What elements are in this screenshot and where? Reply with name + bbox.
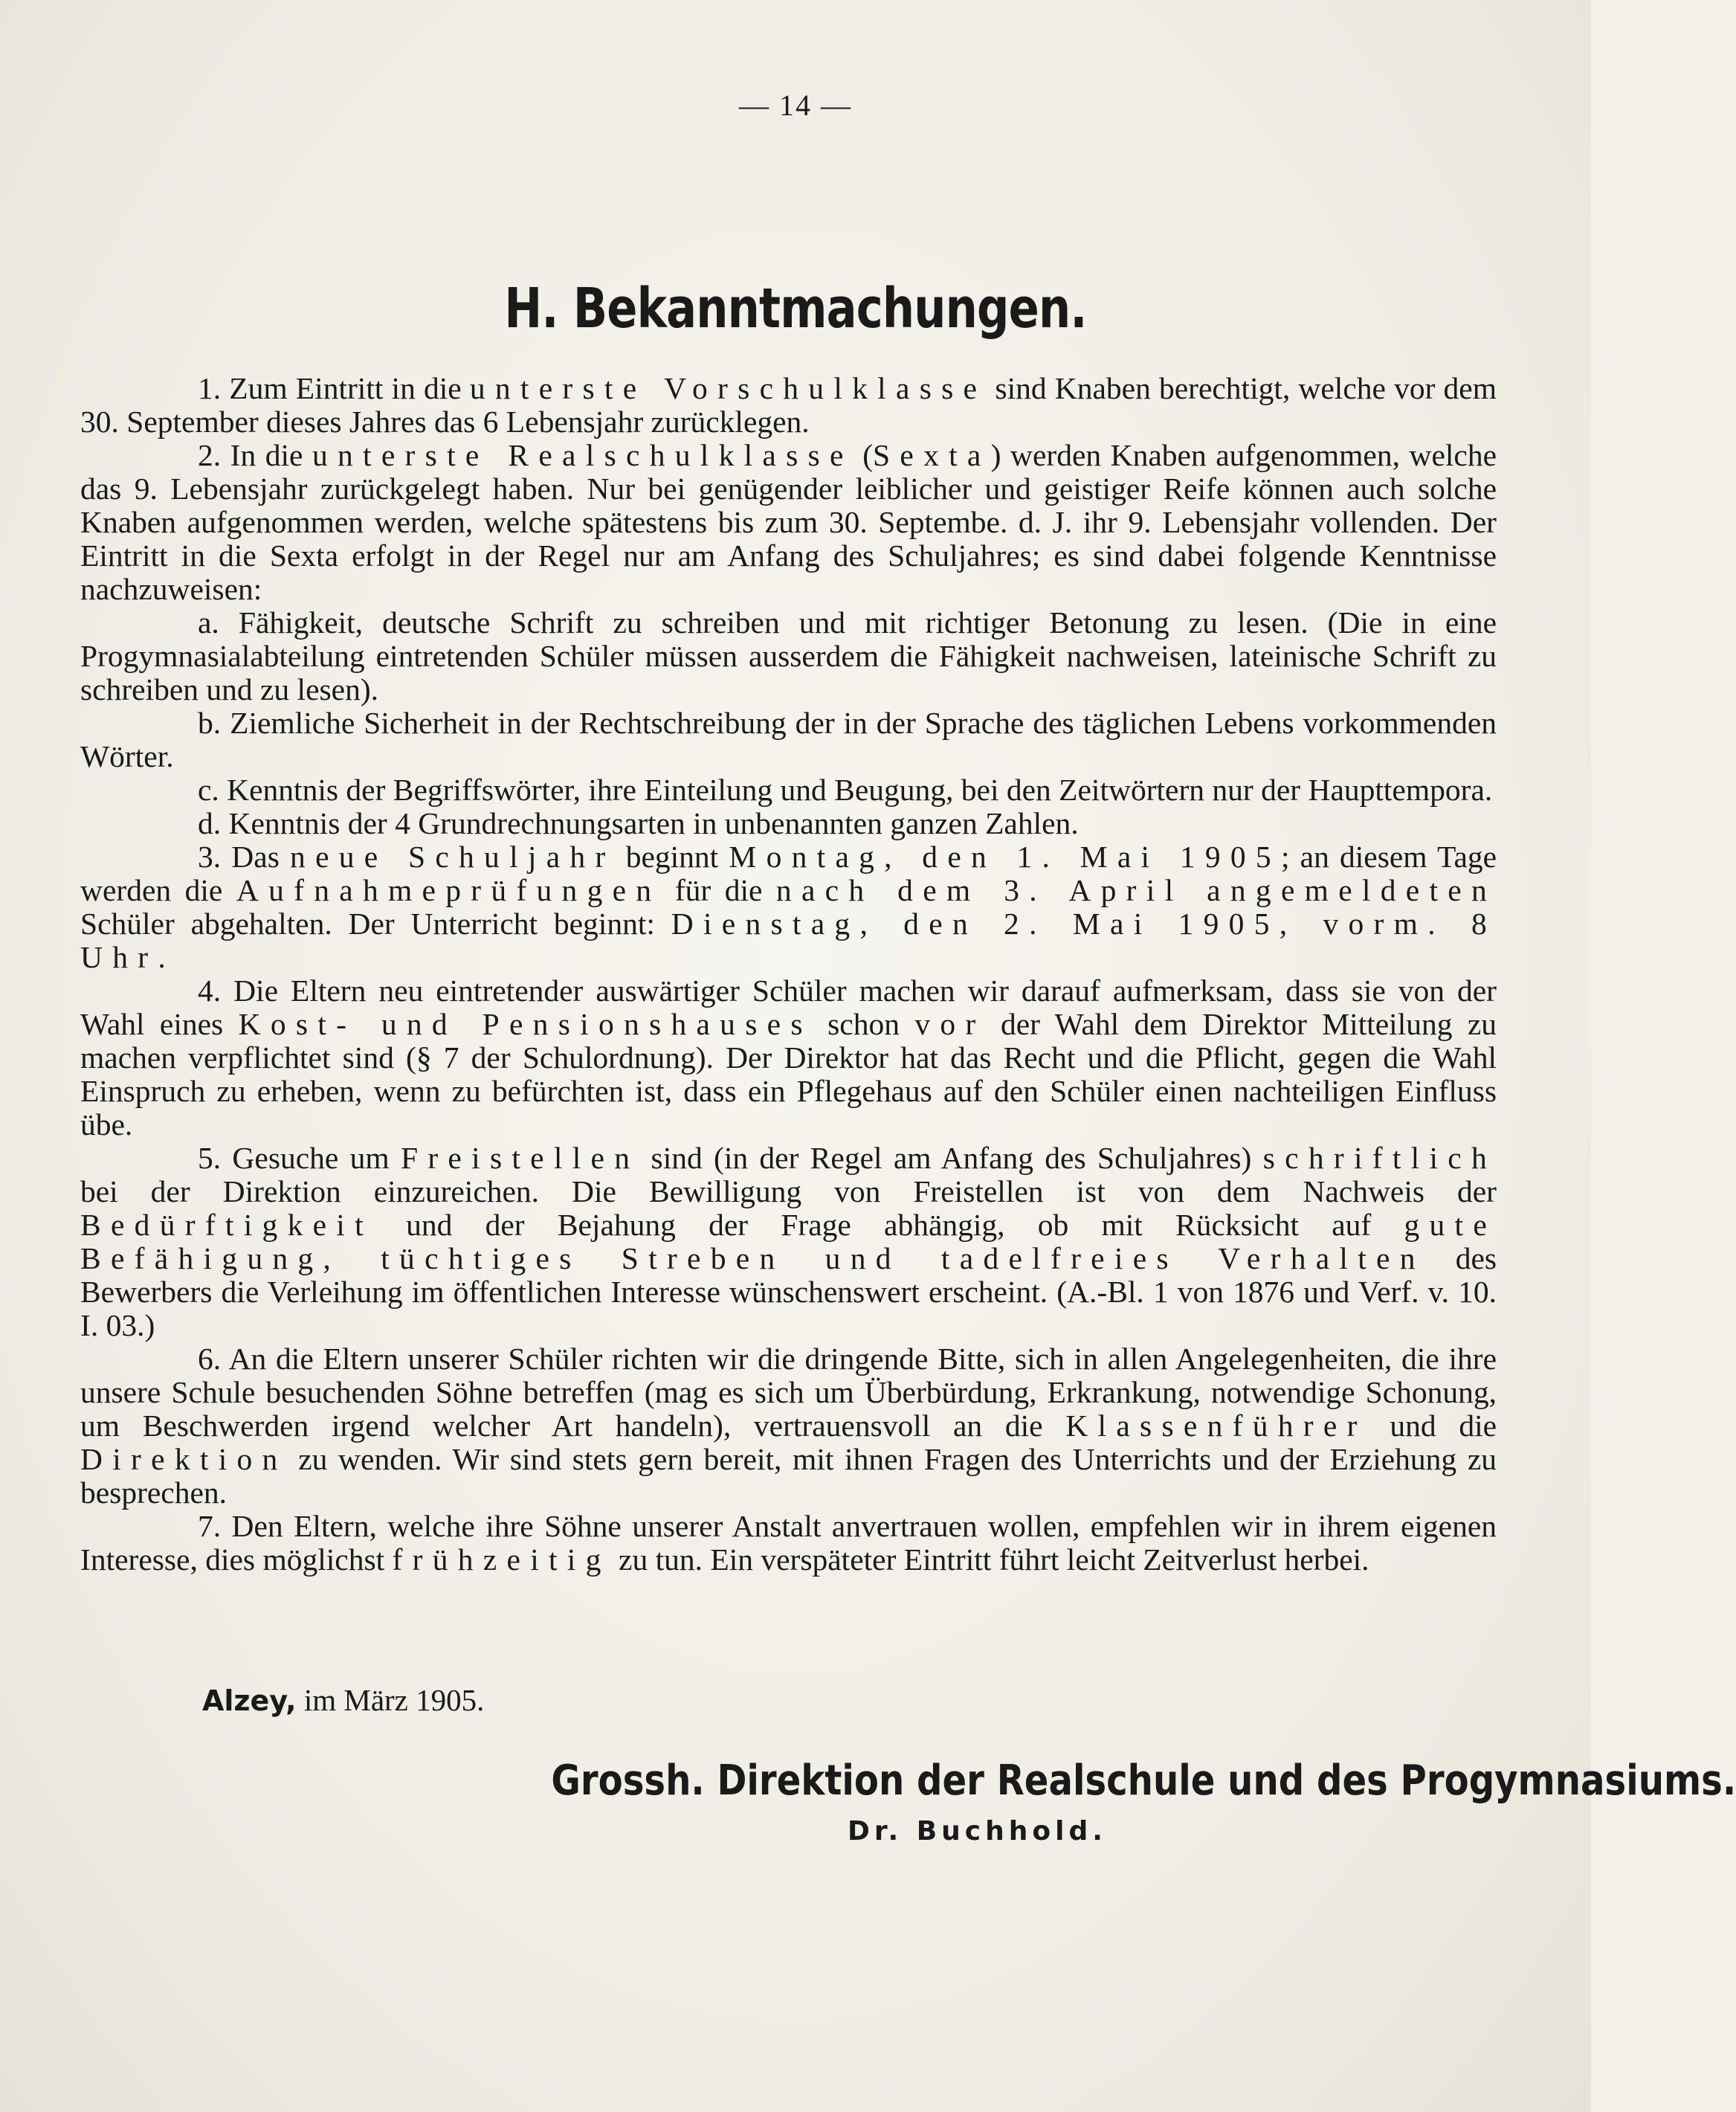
spaced-text: Klassenführer [1065, 1408, 1367, 1443]
text: schon [827, 1007, 900, 1041]
spaced-text: Sexta [873, 438, 991, 472]
spaced-text: Aufnahmeprüfungen [236, 873, 662, 907]
paragraph-4 [80, 974, 1497, 1142]
text: sind Knaben berechtigt, welche vor dem 30. September dieses Jahres das 6 Lebensjahr zurücklegen. [80, 371, 1497, 439]
text: ( [862, 438, 874, 472]
text: und die [1390, 1408, 1497, 1443]
spaced-text: unterste Vorschulklasse [469, 371, 987, 405]
text: bei der Direktion einzureichen. Die Bewilligung von Freistellen ist von dem Nachweis der [80, 1174, 1497, 1208]
spaced-text: vor [914, 1007, 986, 1041]
paragraph-6 [80, 1342, 1497, 1510]
text: zu wenden. Wir sind stets gern bereit, mit ihnen Fragen des Unterrichts und der Erziehung zu besprechen. [80, 1442, 1497, 1510]
spaced-text: frühzeitig [392, 1542, 611, 1577]
text: und der Bejahung der Frage abhängig, ob mit Rücksicht auf [406, 1208, 1372, 1242]
signer-name: Dr. Buchhold. [848, 1816, 1107, 1847]
paragraph-7 [80, 1510, 1497, 1577]
text: des Bewerbers die Verleihung im öffentlichen Interesse wünschenswert erscheint. (A.-Bl. 1 von 1876 und Verf. v. 10. I. 03.) [80, 1241, 1497, 1342]
text: der Wahl dem Direktor Mitteilung zu machen verpflichtet sind (§ 7 der Schulordnung). Der Direktor hat das Recht und die Pflicht, gegen die Wahl Einspruch zu erheben, wenn zu befürchten ist, dass ein Pflegehaus auf den Schüler einen nachteiligen Einfluss übe. [80, 1007, 1497, 1142]
spaced-text: neue Schuljahr [290, 840, 616, 874]
paragraph-2a: a. Fähigkeit, deutsche Schrift zu schreiben und mit richtiger Betonung zu lesen. (Die in eine Progymnasialabteilung eintretenden Schüler müssen ausserdem die Fähigkeit nachweisen, lateinische Schrift zu schreiben und zu lesen). [80, 605, 1497, 706]
spaced-text: schriftlich [1262, 1141, 1497, 1175]
paragraph-3 [80, 840, 1497, 974]
paragraph-2c: c. Kenntnis der Begriffswörter, ihre Einteilung und Beugung, bei den Zeitwörtern nur der Haupttempora. [198, 773, 1493, 807]
text: ) werden Knaben aufgenommen, welche das 9. Lebensjahr zurückgelegt haben. Nur bei genügender leiblicher und geistiger Reife können auch solche Knaben aufgenommen werden, welche spätestens bis zum 30. Septembe. d. J. ihr 9. Lebensjahr vollenden. Der Eintritt in die Sexta erfolgt in der Regel nur am Anfang des Schuljahres; es sind dabei folgende Kenntnisse nachzuweisen: [80, 438, 1497, 606]
text: . [158, 940, 166, 974]
spaced-text: Montag, den 1. Mai 1905 [729, 840, 1281, 874]
text: 7. Den Eltern, welche ihre Söhne unserer Anstalt anvertrauen wollen, empfehlen wir in ihrem eigenen Interesse, dies möglichst [80, 1509, 1497, 1577]
signature-institution: Grossh. Direktion der Realschule und des Progymnasiums. [551, 1757, 1736, 1805]
text: ; an diesem Tage werden die [80, 840, 1497, 907]
paragraph-2b: b. Ziemliche Sicherheit in der Rechtschreibung der in der Sprache des täglichen Lebens vorkommenden Wörter. [80, 706, 1497, 773]
spaced-text: unterste Realschulklasse [312, 438, 854, 472]
text: zu tun. Ein verspäteter Eintritt führt leicht Zeitverlust herbei. [619, 1542, 1369, 1577]
text: Schüler abgehalten. Der Unterricht beginnt: [80, 907, 655, 941]
text: sind (in der Regel am Anfang des Schuljahres) [651, 1141, 1252, 1175]
spaced-text: nach dem 3. April angemeldeten [775, 873, 1497, 907]
announcements-body [80, 372, 1497, 1577]
text: beginnt [625, 840, 719, 874]
text: 6. An die Eltern unserer Schüler richten wir die dringende Bitte, sich in allen Angelegenheiten, die ihre unsere Schule besuchenden Söhne betreffen (mag es sich um Überbürdung, Erkrankung, notwendige Schonung, um Beschwerden irgend welcher Art handeln), vertrauensvoll an die [80, 1342, 1497, 1443]
page-number: — 14 — [739, 88, 852, 122]
text: 2. In die [198, 438, 303, 472]
text: für die [674, 873, 763, 907]
spaced-text: Kost- und Pensionshauses [238, 1007, 813, 1041]
spaced-text: Direktion [80, 1442, 288, 1476]
paragraph-2d: d. Kenntnis der 4 Grundrechnungsarten in unbenannten ganzen Zahlen. [198, 806, 1079, 840]
paragraph-5 [80, 1142, 1497, 1342]
date-city: Alzey, [202, 1684, 297, 1717]
text: 3. Das [198, 840, 280, 874]
date-text: im März 1905. [303, 1683, 485, 1717]
spaced-text: Dienstag, den 2. Mai 1905, vorm. 8 Uhr [80, 907, 1497, 974]
date-line [202, 1682, 484, 1718]
text: 1. Zum Eintritt in die [198, 371, 462, 405]
paragraph-2 [80, 439, 1497, 606]
spaced-text: Bedürftigkeit [80, 1208, 373, 1242]
paragraph-1 [80, 372, 1497, 439]
text: 5. Gesuche um [198, 1141, 390, 1175]
spaced-text: Freistellen [400, 1141, 640, 1175]
section-heading: H. Bekanntmachungen. [504, 277, 1087, 341]
spaced-text: gute Befähigung, tüchtiges Streben und tadelfreies Verhalten [80, 1208, 1497, 1275]
text: 4. Die Eltern neu eintretender auswärtiger Schüler machen wir darauf aufmerksam, dass sie von der Wahl eines [80, 973, 1497, 1041]
